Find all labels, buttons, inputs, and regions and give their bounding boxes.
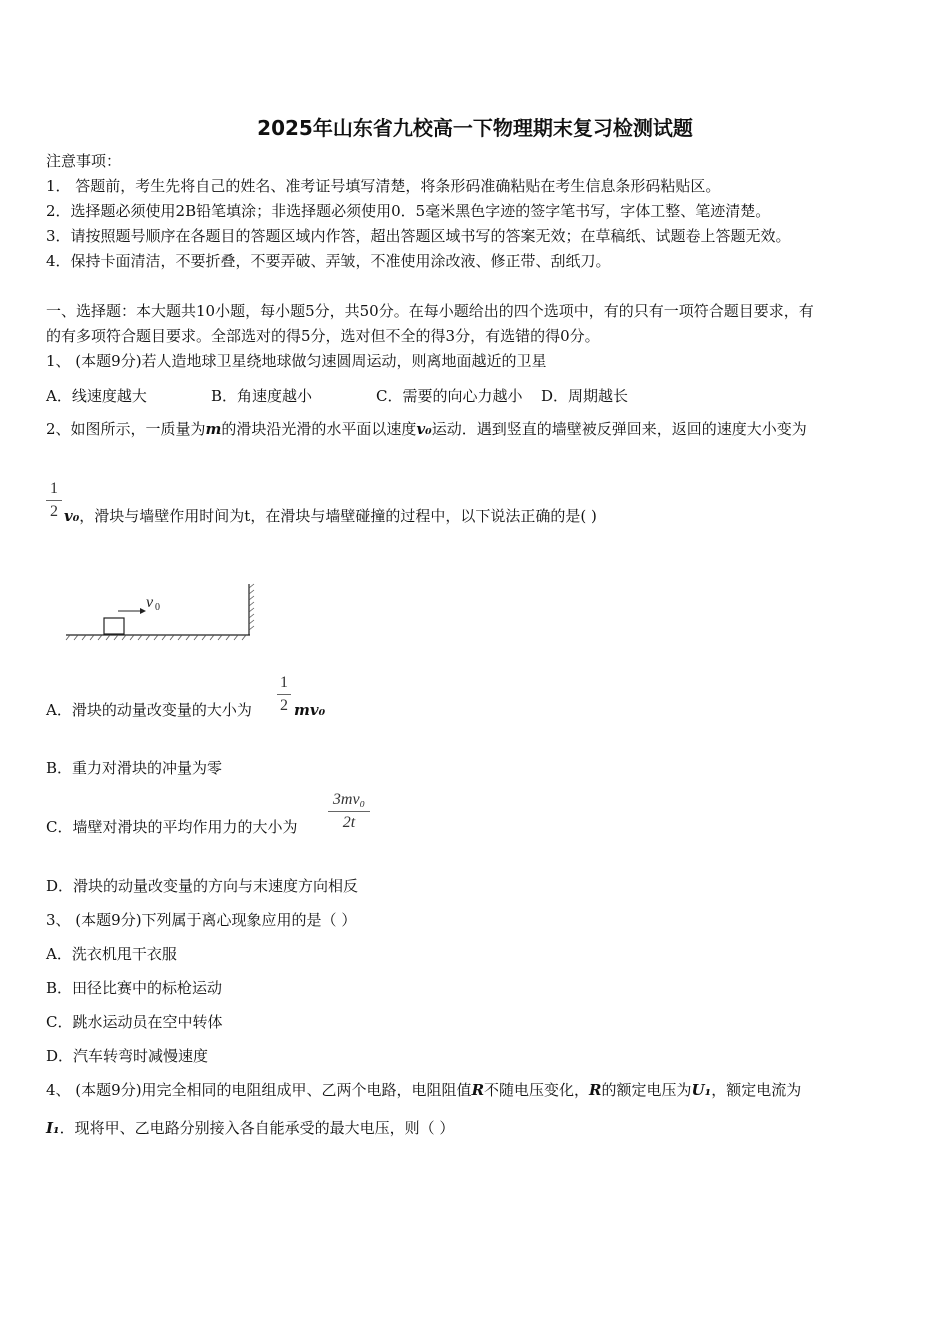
fraction-half-option-a	[277, 674, 291, 715]
velocity-label-subscript: 0	[155, 602, 160, 613]
fraction-half	[46, 480, 62, 521]
fraction-bar	[46, 500, 62, 501]
question-2-option-b: B．重力对滑块的冲量为零	[46, 759, 223, 777]
fraction-force	[328, 791, 370, 832]
fraction-numerator: 1	[50, 480, 58, 497]
resistance-symbol: R	[589, 1081, 602, 1099]
momentum-symbol: mv₀	[294, 701, 326, 719]
question-2-stem	[46, 419, 807, 439]
question-1-stem: 1、 (本题9分)若人造地球卫星绕地球做匀速圆周运动，则离地面越近的卫星	[46, 352, 547, 370]
question-2-option-c: C．墙壁对滑块的平均作用力的大小为	[46, 818, 298, 836]
velocity-symbol: v₀	[64, 507, 80, 525]
question-2-stem-line-2	[64, 506, 597, 526]
question-2-stem-line-2-text: ，滑块与墙壁作用时间为t，在滑块与墙壁碰撞的过程中，以下说法正确的是( )	[79, 507, 597, 525]
notice-item-4: 4．保持卡面清洁，不要折叠，不要弄破、弄皱，不准使用涂改液、修正带、刮纸刀。	[46, 252, 611, 270]
question-4-stem-pre: 4、 (本题9分)用完全相同的电阻组成甲、乙两个电路，电阻阻值	[46, 1081, 472, 1099]
fraction-denominator: 2	[50, 503, 58, 520]
fraction-numerator: 1	[280, 674, 288, 691]
question-1-option-c: C．需要的向心力越小	[376, 387, 523, 405]
question-2-option-d: D．滑块的动量改变量的方向与末速度方向相反	[46, 877, 359, 895]
sliding-block-figure	[60, 580, 260, 642]
question-1-option-d: D．周期越长	[541, 387, 629, 405]
question-3-stem: 3、 (本题9分)下列属于离心现象应用的是（ ）	[46, 911, 357, 929]
question-1-option-a: A．线速度越大	[46, 387, 147, 405]
fraction-denominator: 2	[280, 697, 288, 714]
ground-hatching	[66, 635, 246, 640]
question-3-option-c: C．跳水运动员在空中转体	[46, 1013, 223, 1031]
fraction-numerator: 3mv₀	[332, 791, 366, 808]
notice-item-3: 3．请按照题号顺序在各题目的答题区域内作答，超出答题区域书写的答案无效；在草稿纸、试题卷上答题无效。	[46, 227, 791, 245]
page-title: 2025年山东省九校高一下物理期末复习检测试题	[257, 116, 693, 140]
question-4-stem-mid2: 的额定电压为	[601, 1081, 692, 1099]
section-intro-line-2: 的有多项符合题目要求。全部选对的得5分，选对但不全的得3分，有选错的得0分。	[46, 327, 600, 345]
fraction-bar	[328, 811, 370, 812]
question-4-stem-line-2-text: ．现将甲、乙电路分别接入各自能承受的最大电压，则（ ）	[59, 1119, 455, 1137]
wall-hatching	[249, 584, 254, 630]
question-2-option-a	[46, 700, 252, 720]
question-4-stem	[46, 1080, 801, 1100]
question-2-stem-post: 运动．遇到竖直的墙壁被反弹回来，返回的速度大小变为	[431, 420, 807, 438]
question-3-option-b: B．田径比赛中的标枪运动	[46, 979, 223, 997]
question-3-option-a: A．洗衣机甩干衣服	[46, 945, 177, 963]
question-4-stem-post: ，额定电流为	[711, 1081, 802, 1099]
notice-item-1: 1． 答题前，考生先将自己的姓名、准考证号填写清楚，将条形码准确粘贴在考生信息条形码粘贴区。	[46, 177, 721, 195]
question-2-stem-mid: 的滑块沿光滑的水平面以速度	[221, 420, 417, 438]
question-1-option-b: B．角速度越小	[211, 387, 313, 405]
notice-item-2: 2．选择题必须使用2B铅笔填涂；非选择题必须使用0．5毫米黑色字迹的签字笔书写，字体工整、笔迹清楚。	[46, 202, 771, 220]
velocity-symbol: v₀	[416, 420, 432, 438]
velocity-label: v	[146, 594, 154, 611]
fraction-denominator: 2t	[342, 814, 356, 831]
resistance-symbol: R	[471, 1081, 485, 1099]
fraction-bar	[277, 694, 291, 695]
notice-heading: 注意事项：	[46, 152, 122, 170]
question-4-stem-mid: 不随电压变化，	[484, 1081, 590, 1099]
section-intro-line-1: 一、选择题：本大题共10小题，每小题5分，共50分。在每小题给出的四个选项中，有的只有一项符合题目要求，有	[46, 302, 814, 320]
question-2-stem-pre: 2、如图所示，一质量为	[46, 420, 206, 438]
mass-symbol: m	[205, 420, 222, 438]
question-4-stem-line-2	[46, 1118, 454, 1138]
voltage-symbol: U₁	[691, 1081, 712, 1099]
current-symbol: I₁	[46, 1119, 60, 1137]
question-3-option-d: D．汽车转弯时减慢速度	[46, 1047, 209, 1065]
momentum-expression	[294, 700, 325, 720]
sliding-block	[104, 618, 124, 634]
question-2-option-a-text: A．滑块的动量改变量的大小为	[46, 701, 252, 719]
